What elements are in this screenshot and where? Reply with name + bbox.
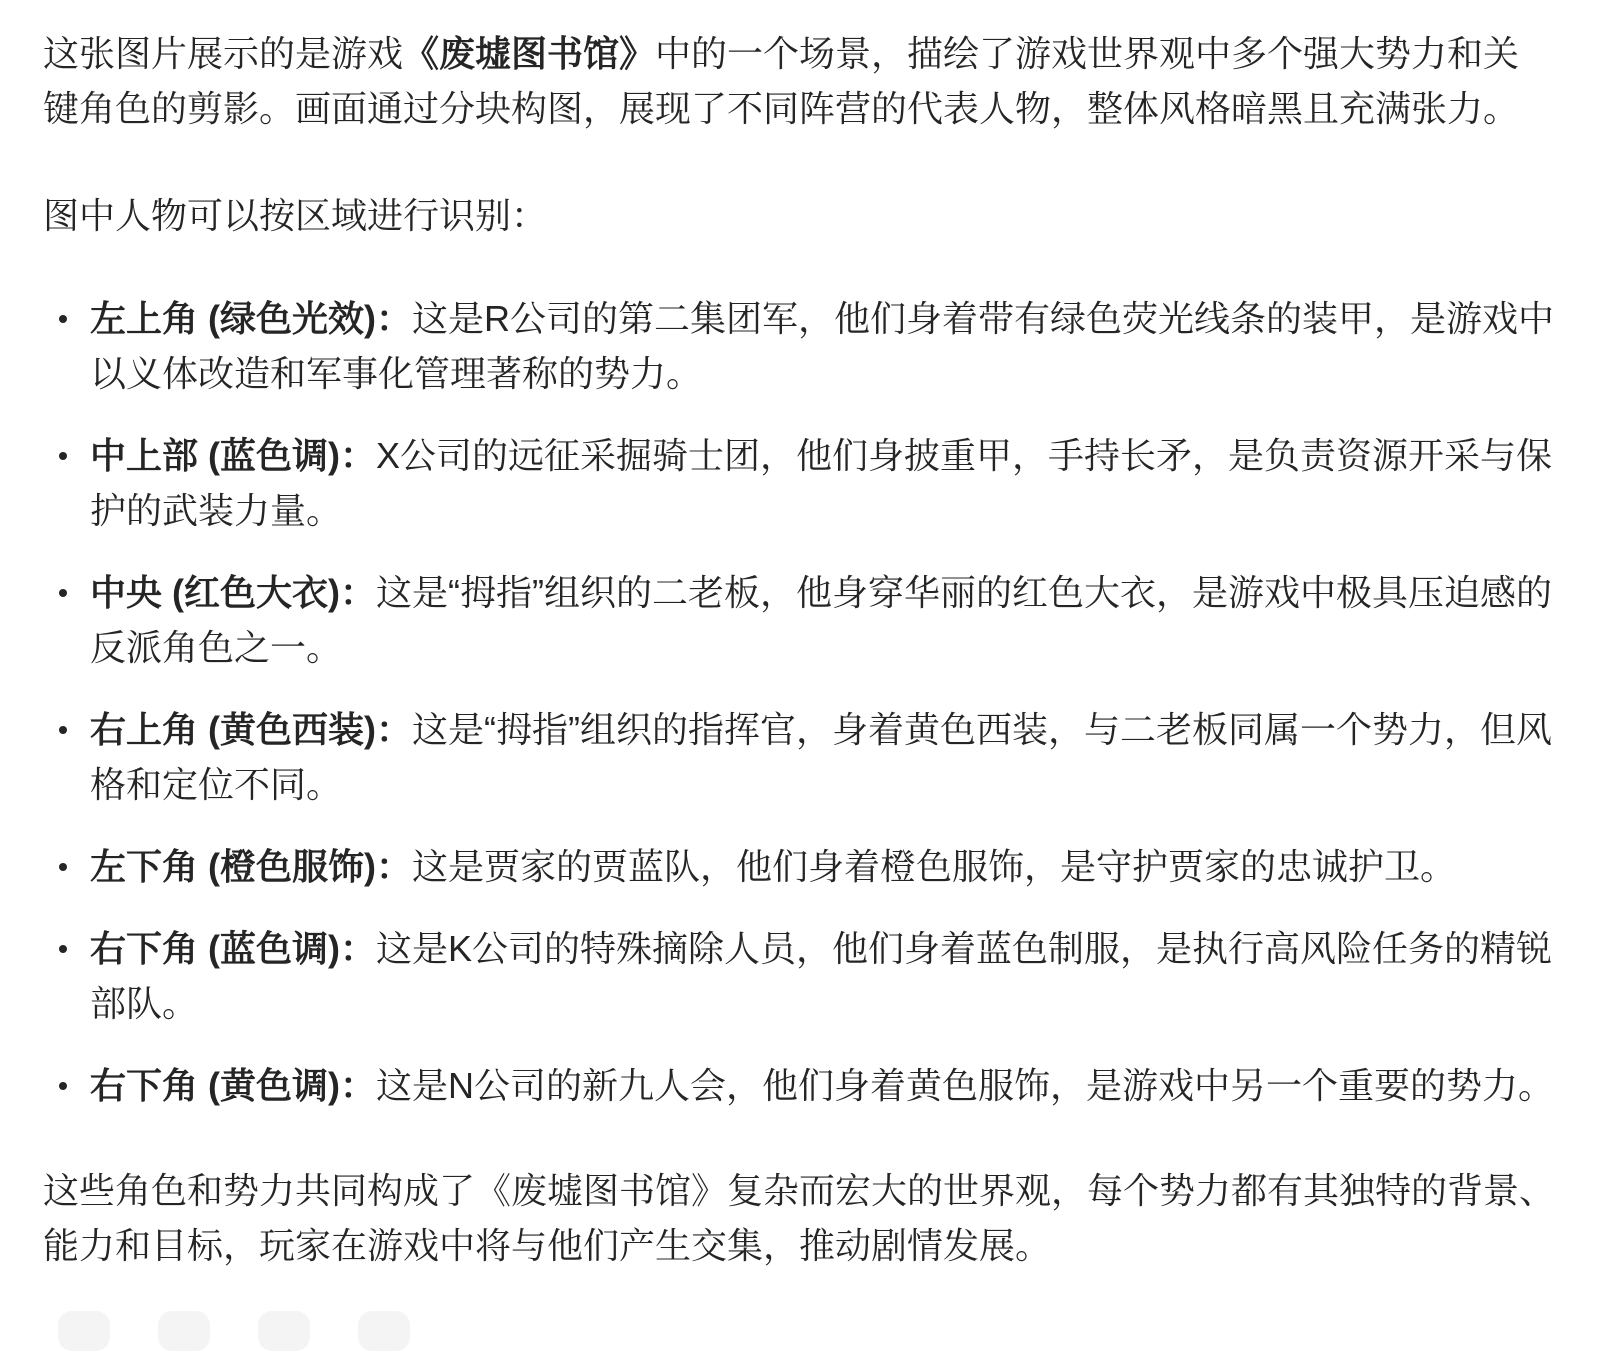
bullet-label: 中上部 (蓝色调)： <box>90 435 376 476</box>
list-item-top-middle-blue <box>90 428 1555 538</box>
faction-list <box>43 291 1555 1113</box>
game-title: 《废墟图书馆》 <box>403 33 656 74</box>
bullet-label: 右上角 (黄色西装)： <box>90 709 412 750</box>
bullet-label: 右下角 (蓝色调)： <box>90 928 376 969</box>
bullet-text: 这是K公司的特殊摘除人员，他们身着蓝色制服，是执行高风险任务的精锐部队。 <box>90 928 1552 1024</box>
list-item-bottom-right-blue <box>90 921 1555 1031</box>
intro-text-after-title: 中的一个场景，描绘了游戏世界观中多个强大势力和关键角色的剪影。画面通过分块构图，展现了不同阵营的代表人物，整体风格暗黑且充满张力。 <box>43 33 1520 129</box>
bullet-text: X公司的远征采掘骑士团，他们身披重甲，手持长矛，是负责资源开采与保护的武装力量。 <box>90 435 1552 531</box>
action-chip-1[interactable] <box>58 1311 110 1351</box>
bullet-label: 左下角 (橙色服饰)： <box>90 846 412 887</box>
intro-text-before-title: 这张图片展示的是游戏 <box>43 33 404 74</box>
bullet-label: 左上角 (绿色光效)： <box>90 298 412 339</box>
bullet-text: 这是贾家的贾蓝队，他们身着橙色服饰，是守护贾家的忠诚护卫。 <box>411 846 1456 887</box>
intro-paragraph <box>43 26 1555 136</box>
outro-paragraph: 这些角色和势力共同构成了《废墟图书馆》复杂而宏大的世界观，每个势力都有其独特的背景、能力和目标，玩家在游戏中将与他们产生交集，推动剧情发展。 <box>43 1170 1556 1266</box>
list-item-center-red <box>90 565 1555 675</box>
list-item-bottom-right-yellow <box>90 1058 1555 1113</box>
action-chip-4[interactable] <box>358 1311 410 1351</box>
action-chip-3[interactable] <box>258 1311 310 1351</box>
bullet-label: 中央 (红色大衣)： <box>90 572 376 613</box>
bullet-label: 右下角 (黄色调)： <box>90 1065 376 1106</box>
bullet-text: 这是“拇指”组织的指挥官，身着黄色西装，与二老板同属一个势力，但风格和定位不同。 <box>90 709 1552 805</box>
bullet-text: 这是“拇指”组织的二老板，他身穿华丽的红色大衣，是游戏中极具压迫感的反派角色之一。 <box>90 572 1552 668</box>
message-action-bar <box>58 1311 410 1351</box>
list-item-top-left-green <box>90 291 1555 401</box>
bullet-text: 这是N公司的新九人会，他们身着黄色服饰，是游戏中另一个重要的势力。 <box>375 1065 1554 1106</box>
action-chip-2[interactable] <box>158 1311 210 1351</box>
list-item-top-right-yellow <box>90 702 1555 812</box>
bullet-text: 这是R公司的第二集团军，他们身着带有绿色荧光线条的装甲，是游戏中以义体改造和军事化管理著称的势力。 <box>90 298 1554 394</box>
list-item-bottom-left-orange <box>90 839 1555 894</box>
list-intro-paragraph: 图中人物可以按区域进行识别： <box>43 195 548 236</box>
